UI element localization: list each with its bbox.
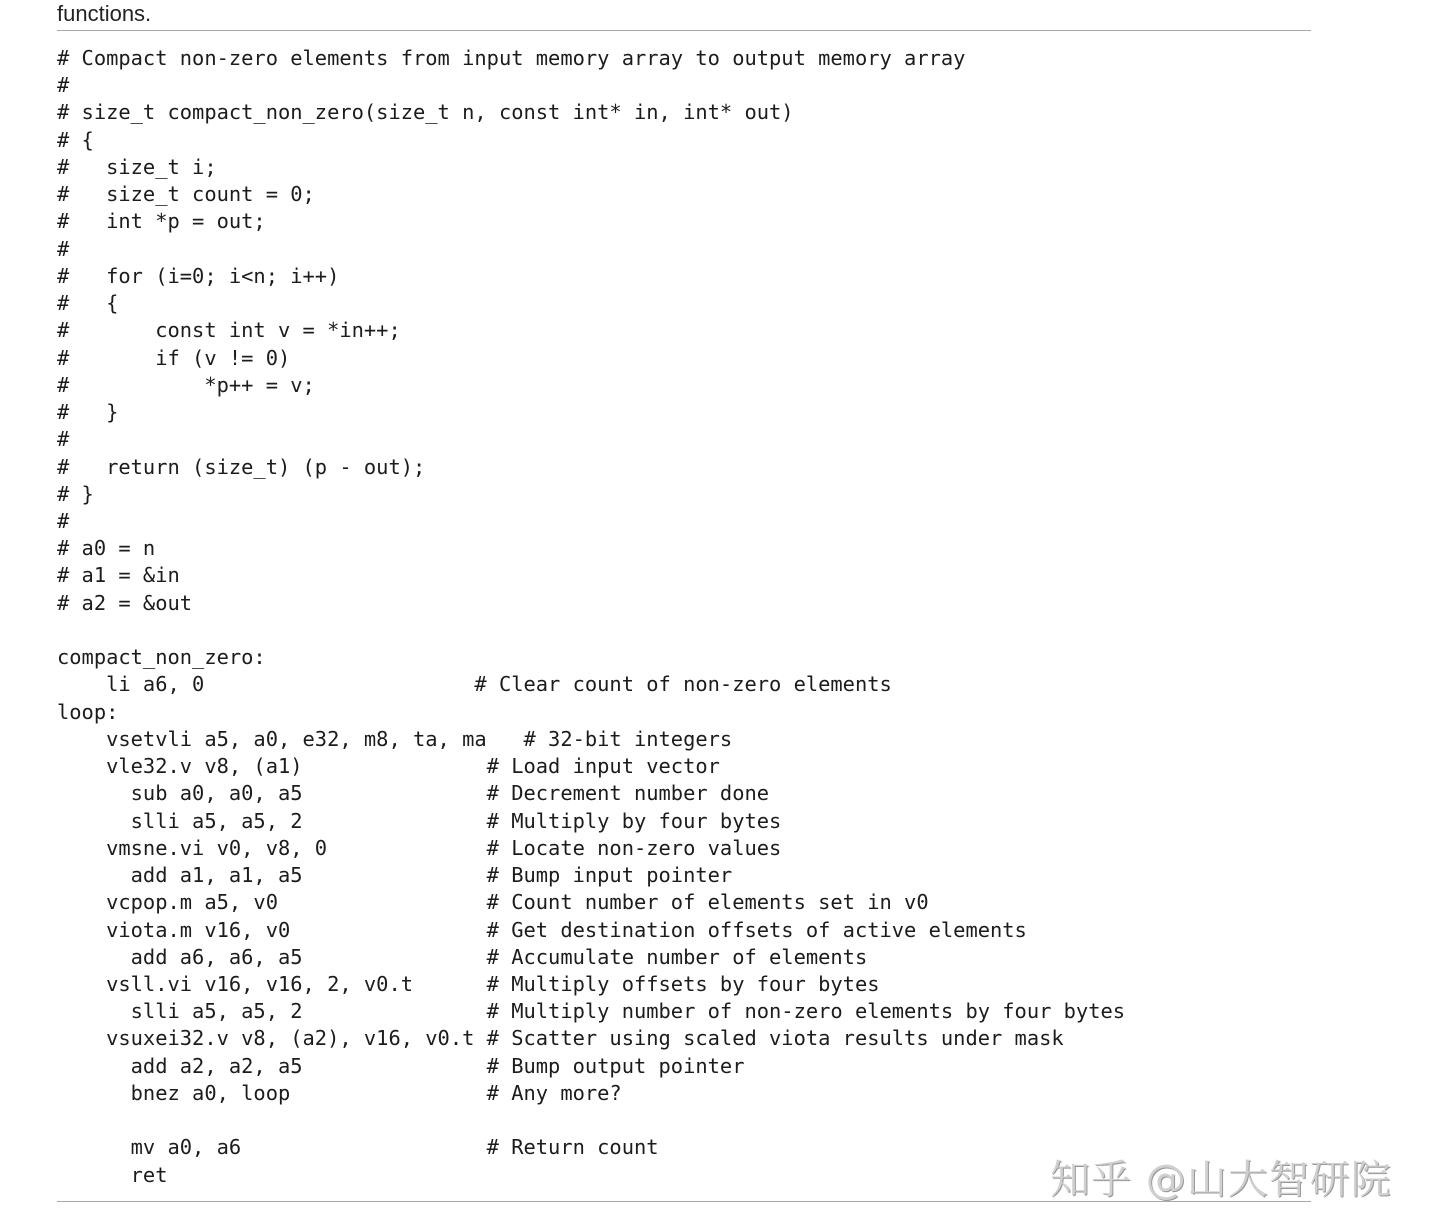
code-line: vcpop.m a5, v0 # Count number of elements set in v0 xyxy=(57,890,929,915)
code-line: # *p++ = v; xyxy=(57,372,315,397)
code-line: # for (i=0; i<n; i++) xyxy=(57,263,340,288)
code-line: li a6, 0 # Clear count of non-zero elements xyxy=(57,672,892,697)
code-line: add a2, a2, a5 # Bump output pointer xyxy=(57,1053,745,1078)
code-line: bnez a0, loop # Any more? xyxy=(57,1080,622,1105)
code-line: # size_t i; xyxy=(57,154,217,179)
code-line xyxy=(57,617,1125,644)
code-line: # xyxy=(57,508,70,533)
top-divider xyxy=(57,30,1311,31)
code-line: # size_t compact_non_zero(size_t n, const int* in, int* out) xyxy=(57,100,794,125)
code-line: # } xyxy=(57,400,119,425)
code-line: # if (v != 0) xyxy=(57,345,291,370)
code-line: vsuxei32.v v8, (a2), v16, v0.t # Scatter using scaled viota results under mask xyxy=(57,1026,1064,1051)
code-line: loop: xyxy=(57,699,119,724)
code-line: vle32.v v8, (a1) # Load input vector xyxy=(57,754,720,779)
code-line: ret xyxy=(57,1162,168,1187)
code-line: sub a0, a0, a5 # Decrement number done xyxy=(57,781,770,806)
code-line: # int *p = out; xyxy=(57,209,266,234)
code-line: vmsne.vi v0, v8, 0 # Locate non-zero values xyxy=(57,835,782,860)
code-line: add a1, a1, a5 # Bump input pointer xyxy=(57,863,733,888)
code-line: # xyxy=(57,73,70,98)
code-line: # } xyxy=(57,481,94,506)
code-line: # Compact non-zero elements from input memory array to output memory array xyxy=(57,46,966,70)
code-line: # return (size_t) (p - out); xyxy=(57,454,426,479)
code-line: # { xyxy=(57,127,94,152)
code-line: slli a5, a5, 2 # Multiply by four bytes xyxy=(57,808,782,833)
code-line xyxy=(57,1107,1125,1134)
code-line: # const int v = *in++; xyxy=(57,318,401,343)
code-line: # { xyxy=(57,291,119,316)
code-line: slli a5, a5, 2 # Multiply number of non-zero elements by four bytes xyxy=(57,999,1126,1024)
code-line: vsll.vi v16, v16, 2, v0.t # Multiply offsets by four bytes xyxy=(57,971,880,996)
code-line: vsetvli a5, a0, e32, m8, ta, ma # 32-bit integers xyxy=(57,726,733,751)
code-line: compact_non_zero: xyxy=(57,645,266,670)
code-line: viota.m v16, v0 # Get destination offsets of active elements xyxy=(57,917,1027,942)
code-line: # xyxy=(57,427,70,452)
code-line: # a2 = &out xyxy=(57,590,193,615)
preceding-paragraph-text: functions. xyxy=(57,1,152,26)
code-line: # a1 = &in xyxy=(57,563,180,588)
code-line: # a0 = n xyxy=(57,536,156,561)
code-block xyxy=(57,45,1125,1189)
code-line: # size_t count = 0; xyxy=(57,182,315,207)
code-line: add a6, a6, a5 # Accumulate number of elements xyxy=(57,944,868,969)
code-line: mv a0, a6 # Return count xyxy=(57,1135,659,1160)
watermark: 知乎 @山大智研院 xyxy=(1050,1157,1392,1203)
code-line: # xyxy=(57,236,70,261)
